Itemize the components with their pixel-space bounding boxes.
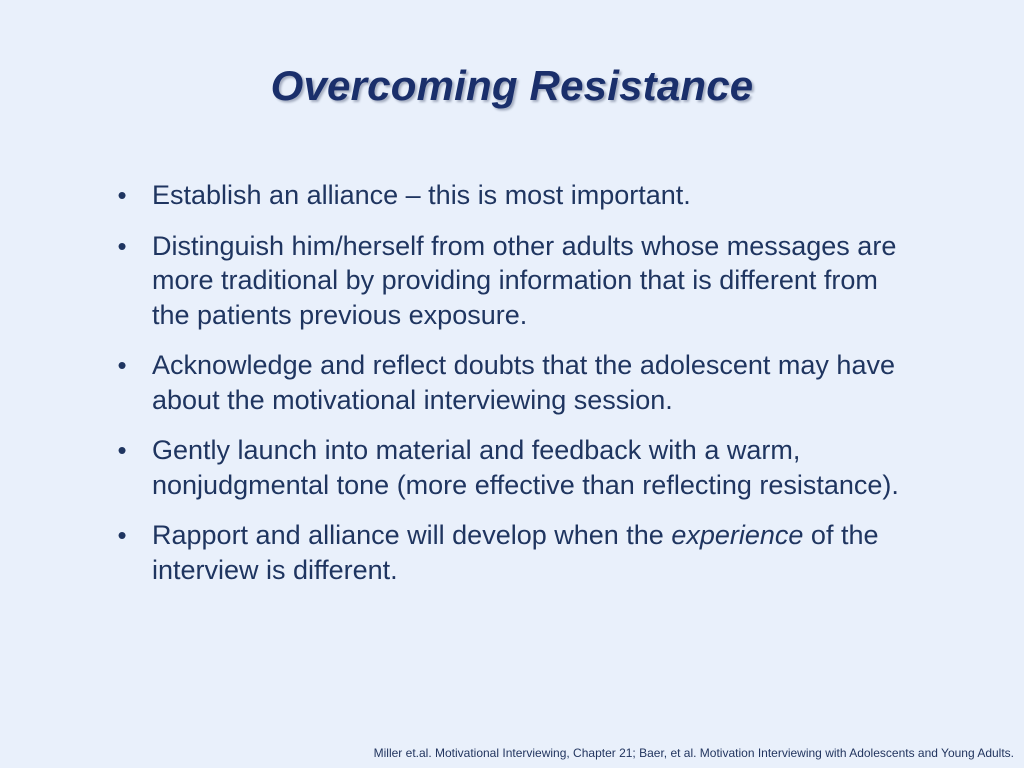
bullet-item-launch — [108, 433, 918, 502]
bullet-text: Distinguish him/herself from other adults whose messages are more traditional by providing information that is different from the patients previous exposure. — [152, 230, 897, 330]
bullet-list — [108, 178, 918, 603]
citation-footnote: Miller et.al. Motivational Interviewing, Chapter 21; Baer, et al. Motivation Interviewing with Adolescents and Young Adults. — [373, 746, 1014, 760]
bullet-icon: • — [117, 350, 127, 380]
bullet-icon: • — [117, 520, 127, 550]
bullet-item-distinguish — [108, 229, 918, 333]
slide-title: Overcoming Resistance — [270, 62, 754, 109]
bullet-text-emphasis: experience — [671, 520, 804, 550]
bullet-text: Establish an alliance – this is most important. — [152, 180, 691, 210]
bullet-text: Gently launch into material and feedback with a warm, nonjudgmental tone (more effective than reflecting resistance). — [152, 435, 899, 500]
bullet-item-acknowledge — [108, 348, 918, 417]
bullet-text-start: Rapport and alliance will develop when the — [152, 520, 672, 550]
bullet-text: Acknowledge and reflect doubts that the adolescent may have about the motivational interviewing session. — [152, 350, 895, 415]
bullet-icon: • — [117, 435, 127, 465]
bullet-item-rapport — [108, 518, 918, 587]
bullet-item-alliance — [108, 178, 918, 213]
bullet-text — [152, 520, 878, 585]
bullet-icon: • — [117, 180, 127, 210]
bullet-text-end: of the interview is different. — [152, 520, 879, 585]
bullet-icon: • — [117, 230, 127, 261]
